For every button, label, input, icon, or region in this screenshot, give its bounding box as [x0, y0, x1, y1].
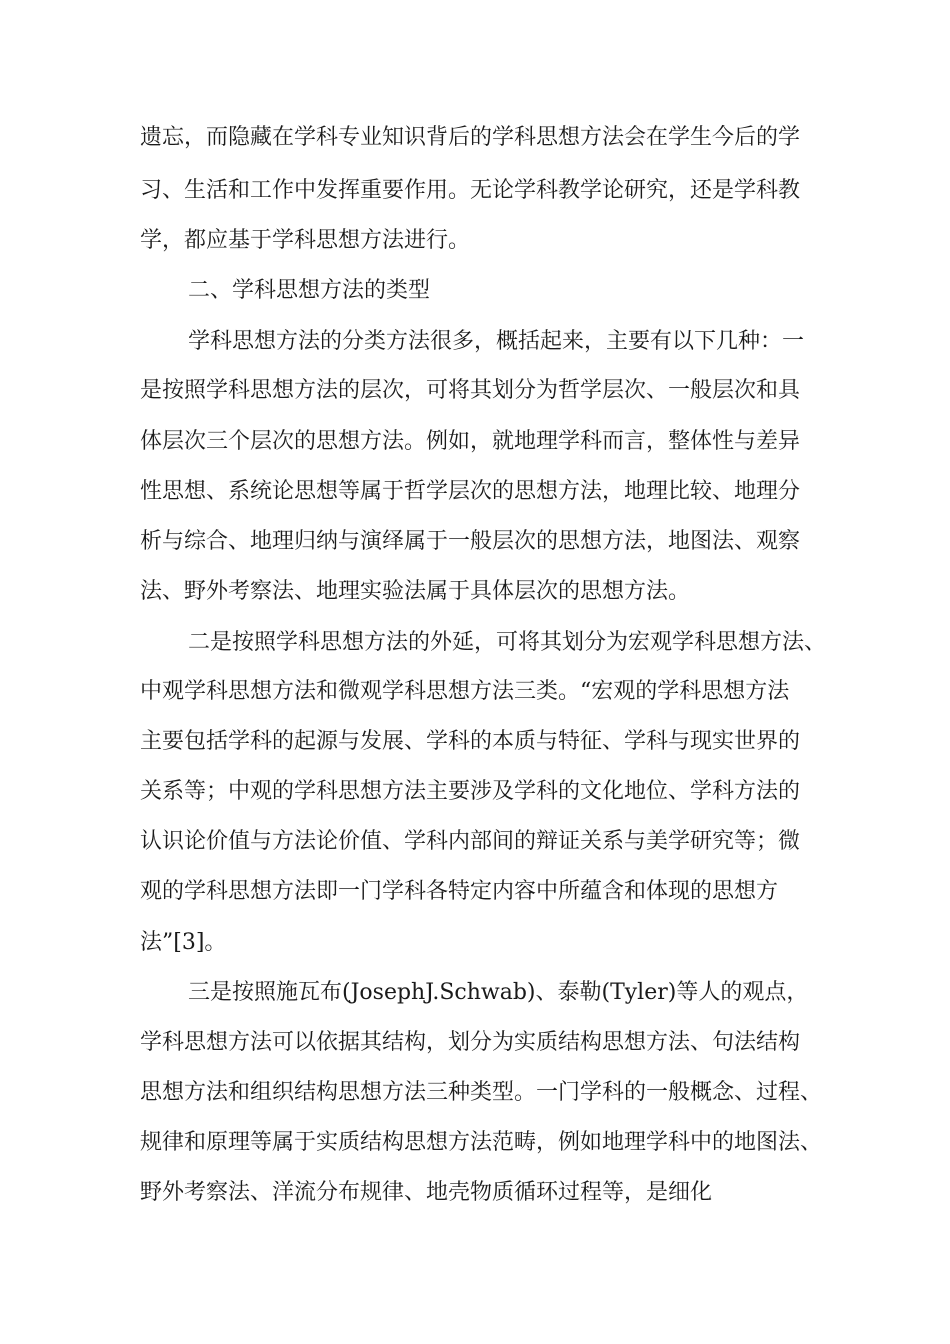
- paragraph-line: 关系等；中观的学科思想方法主要涉及学科的文化地位、学科方法的: [140, 779, 801, 804]
- paragraph-line: 学，都应基于学科思想方法进行。: [140, 228, 471, 253]
- paragraph-line: 中观学科思想方法和微观学科思想方法三类。“宏观的学科思想方法: [140, 679, 790, 704]
- paragraph-line: 二是按照学科思想方法的外延，可将其划分为宏观学科思想方法、: [188, 630, 827, 655]
- paragraph-line: 主要包括学科的起源与发展、学科的本质与特征、学科与现实世界的: [140, 729, 801, 754]
- paragraph-line: 思想方法和组织结构思想方法三种类型。一门学科的一般概念、过程、: [140, 1080, 823, 1105]
- paragraph-line: 学科思想方法可以依据其结构，划分为实质结构思想方法、句法结构: [140, 1030, 801, 1055]
- paragraph-line: 法、野外考察法、地理实验法属于具体层次的思想方法。: [140, 579, 691, 604]
- paragraph-line: 体层次三个层次的思想方法。例如，就地理学科而言，整体性与差异: [140, 429, 801, 454]
- paragraph-line: 观的学科思想方法即一门学科各特定内容中所蕴含和体现的思想方: [140, 879, 779, 904]
- paragraph-line: 学科思想方法的分类方法很多，概括起来，主要有以下几种：一: [188, 329, 805, 354]
- paragraph-line: 是按照学科思想方法的层次，可将其划分为哲学层次、一般层次和具: [140, 378, 801, 403]
- paragraph-line: 三是按照施瓦布(JosephJ.Schwab)、泰勒(Tyler)等人的观点，: [188, 980, 809, 1005]
- paragraph-line: 习、生活和工作中发挥重要作用。无论学科教学论研究，还是学科教: [140, 178, 801, 203]
- paragraph-line: 认识论价值与方法论价值、学科内部间的辩证关系与美学研究等；微: [140, 829, 801, 854]
- paragraph-line: 法”[3]。: [140, 930, 227, 955]
- section-heading: 二、学科思想方法的类型: [188, 278, 431, 303]
- paragraph-line: 析与综合、地理归纳与演绎属于一般层次的思想方法，地图法、观察: [140, 529, 801, 554]
- paragraph-line: 性思想、系统论思想等属于哲学层次的思想方法，地理比较、地理分: [140, 479, 801, 504]
- paragraph-line: 遗忘，而隐藏在学科专业知识背后的学科思想方法会在学生今后的学: [140, 125, 801, 150]
- paragraph-line: 规律和原理等属于实质结构思想方法范畴，例如地理学科中的地图法、: [140, 1130, 823, 1155]
- paragraph-line: 野外考察法、洋流分布规律、地壳物质循环过程等，是细化: [140, 1180, 713, 1205]
